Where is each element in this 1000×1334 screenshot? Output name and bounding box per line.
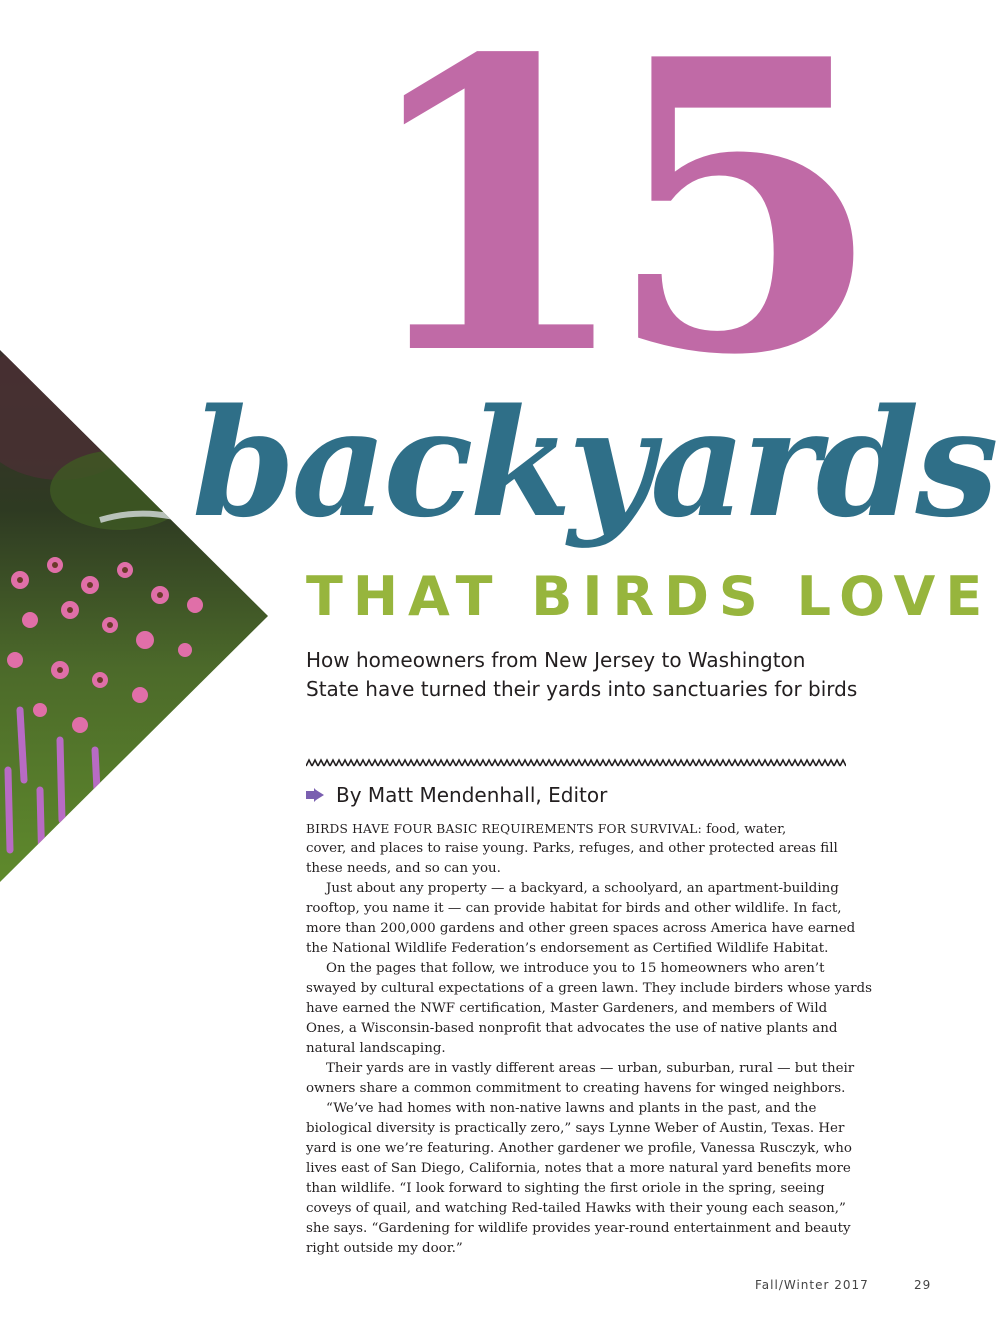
body-line: yard is one we’re featuring. Another gardener we profile, Vanessa Rusczyk, who: [306, 1141, 852, 1156]
body-line: On the pages that follow, we introduce you to 15 homeowners who aren’t: [326, 961, 825, 976]
zigzag-divider: [306, 758, 846, 768]
body-line: lives east of San Diego, California, notes that a more natural yard benefits more: [306, 1161, 851, 1176]
body-line: have earned the NWF certification, Master Gardeners, and members of Wild: [306, 1001, 828, 1016]
body-line: Their yards are in vastly different areas — urban, suburban, rural — but their: [326, 1061, 855, 1076]
headline-number: 15: [355, 0, 856, 443]
headline-subtitle: THAT BIRDS LOVE: [306, 565, 993, 628]
body-line: cover, and places to raise young. Parks, refuges, and other protected areas fill: [306, 841, 838, 856]
byline-text: By Matt Mendenhall, Editor: [336, 783, 608, 807]
body-line: natural landscaping.: [306, 1041, 446, 1056]
body-line: swayed by cultural expectations of a green lawn. They include birders whose yards: [306, 981, 873, 996]
lead-in: BIRDS HAVE FOUR BASIC REQUIREMENTS FOR SURVIVAL:: [306, 822, 702, 836]
body-line: than wildlife. “I look forward to sighting the first oriole in the spring, seeing: [306, 1181, 825, 1196]
issue-label: Fall/Winter 2017: [755, 1278, 869, 1292]
body-line: Just about any property — a backyard, a schoolyard, an apartment-building: [326, 881, 839, 896]
dek: [306, 646, 866, 704]
body-line: Ones, a Wisconsin-based nonprofit that advocates the use of native plants and: [306, 1021, 838, 1036]
body-line: biological diversity is practically zero,” says Lynne Weber of Austin, Texas. Her: [306, 1121, 845, 1136]
body-line: “We’ve had homes with non-native lawns and plants in the past, and the: [326, 1101, 817, 1116]
body-line: more than 200,000 gardens and other green spaces across America have earned: [306, 921, 856, 936]
body-line: coveys of quail, and watching Red-tailed Hawks with their young each season,”: [306, 1201, 846, 1216]
page-number: 29: [914, 1278, 932, 1292]
byline: [306, 780, 607, 810]
dek-line-1: How homeowners from New Jersey to Washington: [306, 648, 806, 672]
dek-line-2: State have turned their yards into sanctuaries for birds: [306, 677, 858, 701]
body-line: she says. “Gardening for wildlife provides year-round entertainment and beauty: [306, 1221, 851, 1236]
headline-word: backyards: [192, 376, 995, 550]
body-line: the National Wildlife Federation’s endorsement as Certified Wildlife Habitat.: [306, 941, 829, 956]
article-body: [306, 819, 873, 1259]
body-line: these needs, and so can you.: [306, 861, 501, 876]
arrow-icon: [306, 788, 330, 802]
body-line: right outside my door.”: [306, 1241, 463, 1256]
body-line: food, water,: [701, 822, 787, 837]
body-line: rooftop, you name it — can provide habitat for birds and other wildlife. In fact,: [306, 901, 842, 916]
body-line: owners share a common commitment to creating havens for winged neighbors.: [306, 1081, 846, 1096]
